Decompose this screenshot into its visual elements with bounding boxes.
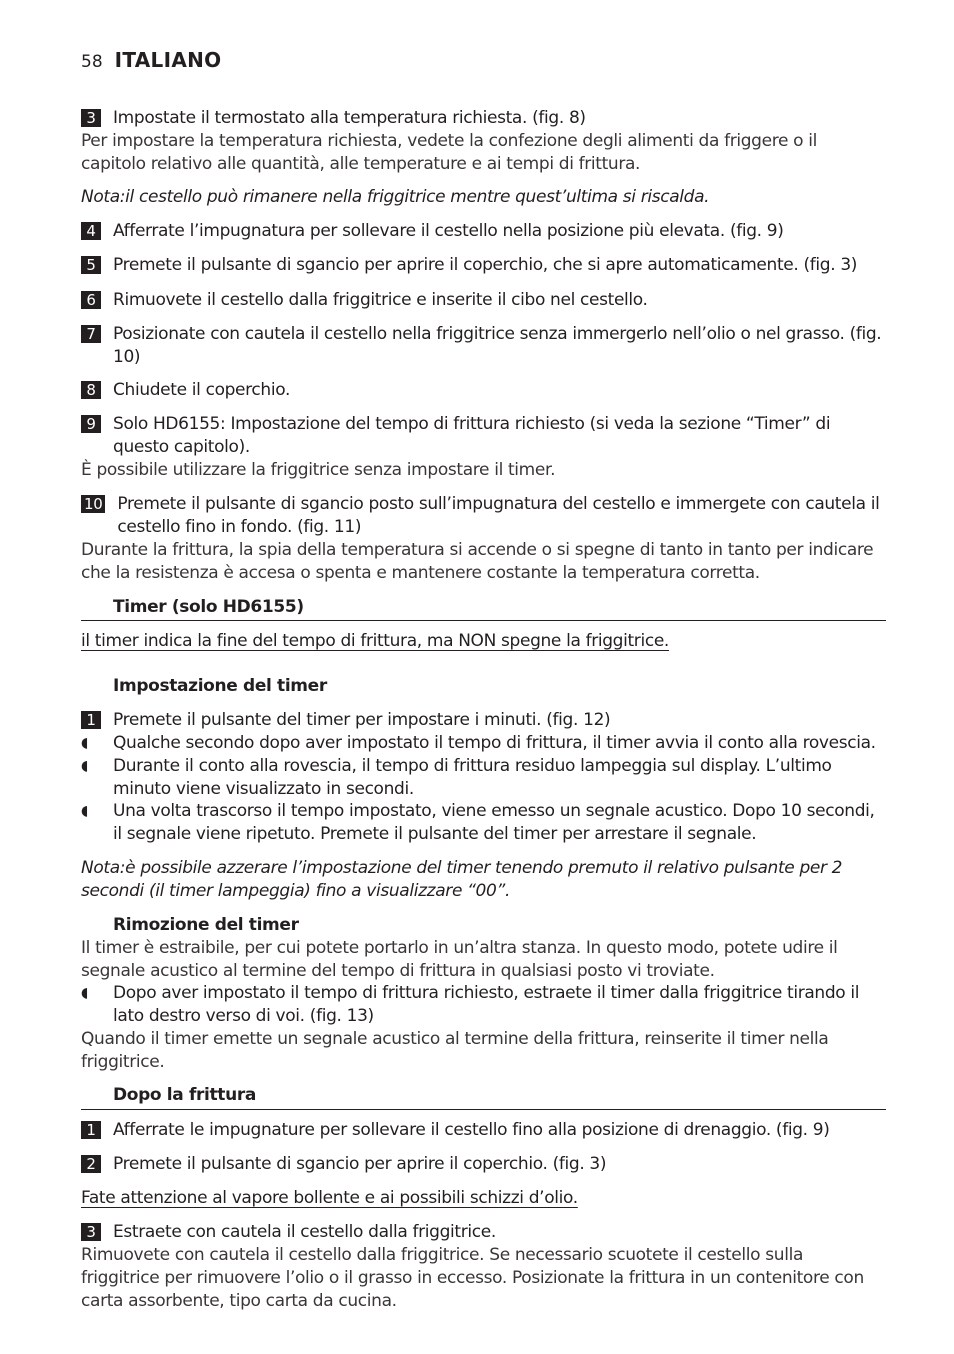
bullet-item bbox=[81, 800, 886, 846]
step-number-badge: 2 bbox=[81, 1155, 101, 1173]
step-number-badge: 6 bbox=[81, 291, 101, 309]
bullet-text: Qualche secondo dopo aver impostato il tempo di frittura, il timer avvia il conto alla rovescia. bbox=[113, 733, 876, 753]
paragraph-temperature: Per impostare la temperatura richiesta, vedete la confezione degli alimenti da friggere o il capitolo relativo alle quantità, alle temperature e ai tempi di frittura. bbox=[81, 131, 818, 174]
page-number: 58 bbox=[81, 52, 103, 72]
after-step-1 bbox=[81, 1119, 886, 1142]
paragraph-removable-timer: Il timer è estraibile, per cui potete portarlo in un’altra stanza. In questo modo, potete udire il segnale acustico al termine del tempo di frittura in qualsiasi posto vi troviate. bbox=[81, 938, 838, 981]
step-7 bbox=[81, 323, 886, 369]
step-number-badge: 7 bbox=[81, 325, 101, 343]
step-10 bbox=[81, 493, 886, 539]
bullet-item bbox=[81, 732, 886, 755]
bullet-triangle-icon: ◖ bbox=[81, 803, 89, 819]
step-text: Chiudete il coperchio. bbox=[113, 380, 291, 400]
bullet-triangle-icon: ◖ bbox=[81, 758, 89, 774]
section-heading-after-frying: Dopo la frittura bbox=[113, 1085, 256, 1105]
note-reset-timer: Nota:è possibile azzerare l’impostazione del timer tenendo premuto il relativo pulsante per 2 secondi (il timer lampeggia) fino a visualizzare “00”. bbox=[81, 858, 843, 901]
step-text: Solo HD6155: Impostazione del tempo di frittura richiesto (si veda la sezione “Timer” di questo capitolo). bbox=[113, 414, 831, 457]
step-3 bbox=[81, 107, 886, 130]
note-basket: Nota:il cestello può rimanere nella friggitrice mentre quest’ultima si riscalda. bbox=[81, 187, 710, 207]
subheading-set-timer: Impostazione del timer bbox=[113, 676, 327, 696]
step-text: Estraete con cautela il cestello dalla friggitrice. bbox=[113, 1222, 496, 1242]
step-text: Premete il pulsante del timer per impostare i minuti. (fig. 12) bbox=[113, 710, 611, 730]
step-text: Premete il pulsante di sgancio per aprire il coperchio. (fig. 3) bbox=[113, 1154, 607, 1174]
step-text: Afferrate l’impugnatura per sollevare il cestello nella posizione più elevata. (fig. 9) bbox=[113, 221, 784, 241]
step-number-badge: 1 bbox=[81, 711, 101, 729]
step-text: Impostate il termostato alla temperatura richiesta. (fig. 8) bbox=[113, 108, 586, 128]
subheading-remove-timer: Rimozione del timer bbox=[113, 915, 299, 935]
paragraph-no-timer: È possibile utilizzare la friggitrice senza impostare il timer. bbox=[81, 460, 556, 480]
bullet-item bbox=[81, 982, 886, 1028]
step-number-badge: 4 bbox=[81, 222, 101, 240]
step-text: Rimuovete il cestello dalla friggitrice e inserite il cibo nel cestello. bbox=[113, 290, 648, 310]
section-heading-timer: Timer (solo HD6155) bbox=[113, 597, 304, 617]
step-number-badge: 10 bbox=[81, 495, 105, 513]
step-number-badge: 3 bbox=[81, 109, 101, 127]
paragraph-reinsert-timer: Quando il timer emette un segnale acustico al termine della frittura, reinserite il timer nella friggitrice. bbox=[81, 1029, 829, 1072]
bullet-triangle-icon: ◖ bbox=[81, 985, 89, 1001]
section-rule bbox=[81, 620, 886, 621]
step-5 bbox=[81, 254, 886, 277]
bullet-text: Durante il conto alla rovescia, il tempo di frittura residuo lampeggia sul display. L’ultimo minuto viene visualizzato in secondi. bbox=[113, 756, 832, 799]
step-text: Premete il pulsante di sgancio posto sull’impugnatura del cestello e immergete con cautela il cestello fino in fondo. (fig. 11) bbox=[117, 494, 880, 537]
step-4 bbox=[81, 220, 886, 243]
section-language: ITALIANO bbox=[114, 48, 222, 72]
bullet-text: Dopo aver impostato il tempo di frittura richiesto, estraete il timer dalla friggitrice tirando il lato destro verso di voi. (fig. 13) bbox=[113, 983, 860, 1026]
paragraph-temperature-light: Durante la frittura, la spia della temperatura si accende o si spegne di tanto in tanto per indicare che la resistenza è accesa o spenta e mantenere costante la temperatura corretta. bbox=[81, 540, 874, 583]
step-9 bbox=[81, 413, 886, 459]
step-number-badge: 8 bbox=[81, 381, 101, 399]
bullet-triangle-icon: ◖ bbox=[81, 735, 89, 751]
step-text: Premete il pulsante di sgancio per aprire il coperchio, che si apre automaticamente. (fig. 3) bbox=[113, 255, 858, 275]
step-number-badge: 5 bbox=[81, 256, 101, 274]
step-6 bbox=[81, 289, 886, 312]
warning-timer: il timer indica la fine del tempo di frittura, ma NON spegne la friggitrice. bbox=[81, 631, 669, 651]
warning-steam: Fate attenzione al vapore bollente e ai possibili schizzi d’olio. bbox=[81, 1188, 578, 1208]
bullet-item bbox=[81, 755, 886, 801]
after-step-3 bbox=[81, 1221, 886, 1244]
after-step-2 bbox=[81, 1153, 886, 1176]
section-rule bbox=[81, 1109, 886, 1110]
step-8 bbox=[81, 379, 886, 402]
step-number-badge: 1 bbox=[81, 1121, 101, 1139]
step-number-badge: 3 bbox=[81, 1223, 101, 1241]
bullet-text: Una volta trascorso il tempo impostato, viene emesso un segnale acustico. Dopo 10 secondi, il segnale viene ripetuto. Premete il pulsante del timer per arrestare il segnale. bbox=[113, 801, 875, 844]
step-text: Posizionate con cautela il cestello nella friggitrice senza immergerlo nell’olio o nel grasso. (fig. 10) bbox=[113, 324, 882, 367]
timer-step-1 bbox=[81, 709, 886, 732]
step-text: Afferrate le impugnature per sollevare il cestello fino alla posizione di drenaggio. (fig. 9) bbox=[113, 1120, 830, 1140]
step-number-badge: 9 bbox=[81, 415, 101, 433]
paragraph-drain: Rimuovete con cautela il cestello dalla friggitrice. Se necessario scuotete il cestello sulla friggitrice per rimuovere l’olio o il grasso in eccesso. Posizionate la frittura in un contenitore con carta assorbente, tipo carta da cucina. bbox=[81, 1245, 864, 1311]
page-header bbox=[81, 48, 221, 74]
